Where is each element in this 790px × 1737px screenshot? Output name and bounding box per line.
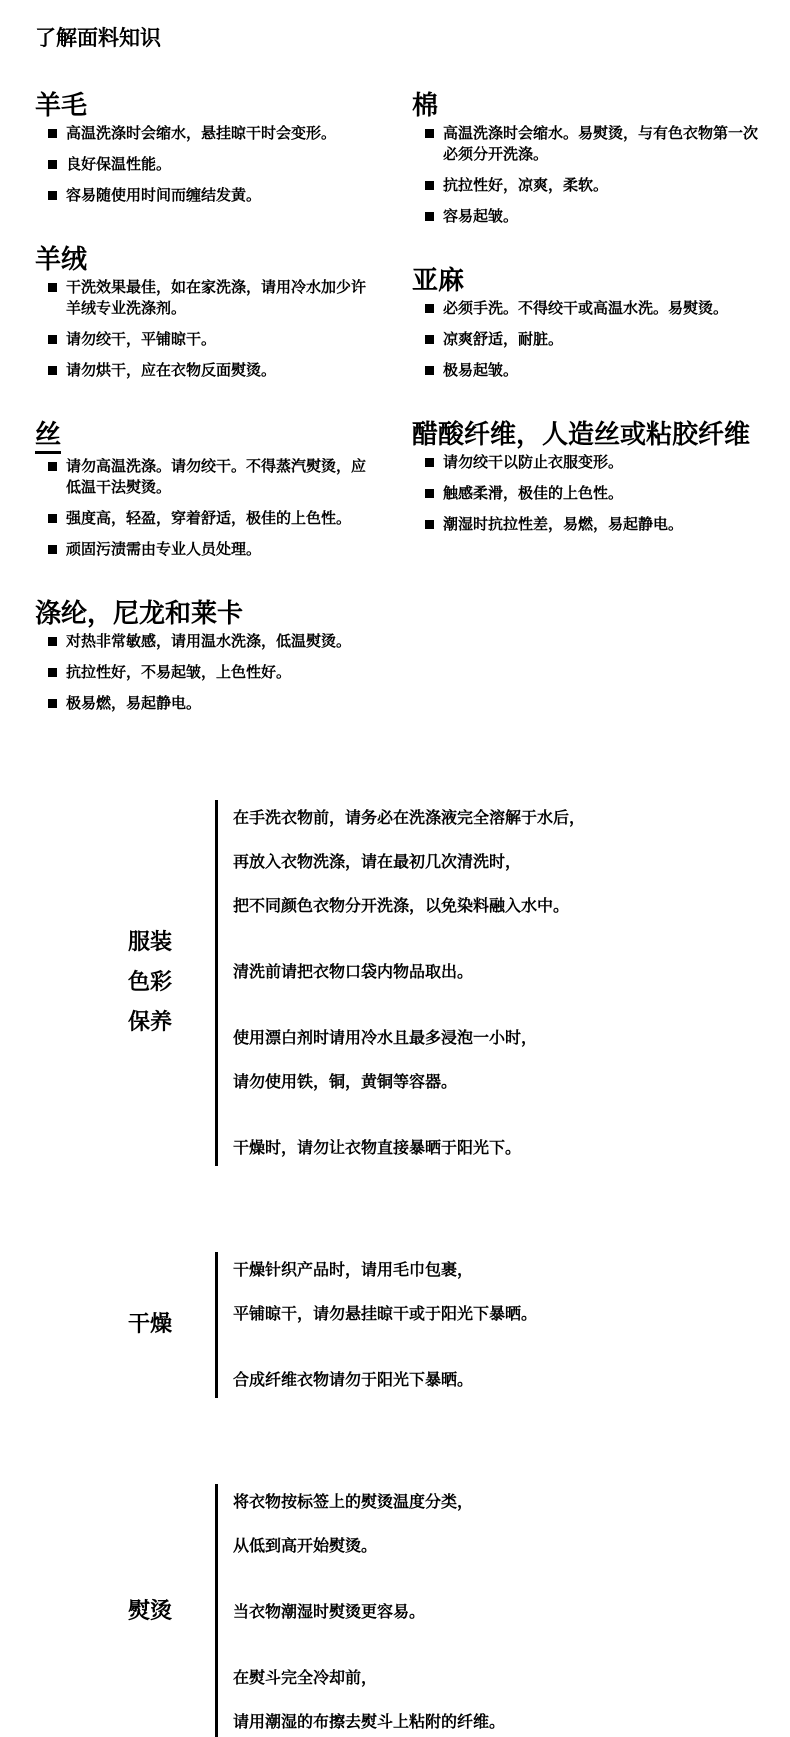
- fabric-heading-acetate: [412, 421, 772, 450]
- bullet-square-icon: [425, 366, 434, 375]
- bullet-square-icon: [48, 129, 57, 138]
- fabric-section-acetate-rayon-viscose: [412, 421, 772, 535]
- care-label-line: 服装: [128, 930, 173, 955]
- fabric-heading-cotton: [412, 92, 772, 121]
- bullet-square-icon: [425, 181, 434, 190]
- fabric-heading-cashmere: [35, 246, 375, 275]
- bullet-square-icon: [48, 668, 57, 677]
- fabric-heading-text: 羊毛: [35, 91, 88, 121]
- care-text-line: 再放入衣物洗涤，请在最初几次清洗时，: [233, 852, 522, 871]
- bullet-square-icon: [48, 160, 57, 169]
- care-text-line: 合成纤维衣物请勿于阳光下暴晒。: [233, 1370, 474, 1389]
- care-text-line: 把不同颜色衣物分开洗涤，以免染料融入水中。: [233, 896, 570, 915]
- list-item: [48, 123, 375, 144]
- bullet-text: 触感柔滑，极佳的上色性。: [443, 484, 624, 503]
- fabric-heading-text: 亚麻: [412, 266, 465, 297]
- bullet-text: 抗拉性好，凉爽，柔软。: [443, 176, 609, 195]
- care-text-line: 请勿使用铁，铜，黄铜等容器。: [233, 1072, 458, 1091]
- bullet-square-icon: [425, 489, 434, 498]
- list-item: [48, 277, 375, 319]
- list-item: [48, 662, 375, 683]
- care-section-label: [0, 1592, 215, 1632]
- fabric-section-linen: [412, 267, 772, 381]
- care-section-body: [215, 1252, 790, 1398]
- bullet-text: 顽固污渍需由专业人员处理。: [66, 540, 262, 559]
- list-item: [425, 123, 772, 165]
- care-section-ironing: [0, 1484, 790, 1737]
- list-item: [48, 360, 375, 381]
- fabric-heading-text: 羊绒: [35, 245, 88, 276]
- fabric-bullet-list: [35, 277, 375, 381]
- care-paragraph: [233, 1370, 770, 1390]
- care-label-line: 干燥: [128, 1312, 173, 1337]
- bullet-text: 高温洗涤时会缩水。易熨烫，与有色衣物第一次必须分开洗涤。: [443, 124, 759, 164]
- fabric-heading-wool: [35, 92, 375, 121]
- care-text-line: 在熨斗完全冷却前，: [233, 1668, 378, 1687]
- fabric-bullet-list: [412, 452, 772, 535]
- bullet-square-icon: [425, 304, 434, 313]
- care-section-garment-color-care: [0, 800, 790, 1166]
- care-section-body: [215, 800, 790, 1166]
- care-paragraph: [233, 808, 770, 916]
- bullet-text: 凉爽舒适，耐脏。: [443, 330, 564, 349]
- fabric-bullet-list: [35, 631, 375, 714]
- fabric-bullet-list: [412, 123, 772, 227]
- bullet-text: 请勿绞干以防止衣服变形。: [443, 453, 624, 472]
- bullet-text: 容易随使用时间而缠结发黄。: [66, 186, 262, 205]
- care-section-body: [215, 1484, 790, 1737]
- list-item: [48, 154, 375, 175]
- list-item: [425, 329, 772, 350]
- care-text-line: 平铺晾干，请勿悬挂晾干或于阳光下暴晒。: [233, 1304, 538, 1323]
- care-paragraph: [233, 1602, 770, 1622]
- care-text-line: 在手洗衣物前，请务必在洗涤液完全溶解于水后，: [233, 808, 586, 827]
- fabric-section-polyester-nylon-lycra: [35, 600, 375, 714]
- bullet-square-icon: [48, 366, 57, 375]
- care-sections: [0, 800, 790, 1737]
- care-paragraph: [233, 1260, 770, 1324]
- bullet-square-icon: [425, 129, 434, 138]
- fabric-heading-linen: [412, 267, 772, 296]
- bullet-text: 请勿绞干，平铺晾干。: [66, 330, 217, 349]
- fabric-bullet-list: [35, 456, 375, 560]
- list-item: [48, 693, 375, 714]
- fabric-section-silk: [35, 421, 375, 560]
- bullet-text: 请勿高温洗涤。请勿绞干。不得蒸汽熨烫，应低温干法熨烫。: [66, 457, 367, 497]
- care-label-line: 保养: [128, 1010, 173, 1035]
- bullet-text: 抗拉性好，不易起皱，上色性好。: [66, 663, 292, 682]
- bullet-text: 高温洗涤时会缩水，悬挂晾干时会变形。: [66, 124, 337, 143]
- bullet-text: 容易起皱。: [443, 207, 519, 226]
- bullet-square-icon: [425, 335, 434, 344]
- care-paragraph: [233, 1138, 770, 1158]
- fabric-heading-text: 涤纶，尼龙和莱卡: [35, 599, 244, 630]
- care-section-label: [0, 1305, 215, 1345]
- bullet-text: 请勿烘干，应在衣物反面熨烫。: [66, 361, 277, 380]
- care-section-label: [0, 923, 215, 1043]
- bullet-square-icon: [48, 283, 57, 292]
- list-item: [48, 631, 375, 652]
- bullet-square-icon: [48, 637, 57, 646]
- bullet-text: 对热非常敏感，请用温水洗涤，低温熨烫。: [66, 632, 352, 651]
- bullet-text: 必须手洗。不得绞干或高温水洗。易熨烫。: [443, 299, 729, 318]
- fabric-section-wool: [35, 92, 375, 206]
- bullet-text: 极易燃，易起静电。: [66, 694, 202, 713]
- care-paragraph: [233, 1028, 770, 1092]
- fabric-heading-text-underlined: 丝: [35, 421, 61, 454]
- care-text-line: 将衣物按标签上的熨烫温度分类，: [233, 1492, 474, 1511]
- bullet-text: 良好保温性能。: [66, 155, 172, 174]
- list-item: [425, 206, 772, 227]
- care-text-line: 清洗前请把衣物口袋内物品取出。: [233, 962, 474, 981]
- care-label-line: 色彩: [128, 970, 173, 995]
- care-text-line: 干燥针织产品时，请用毛巾包裹，: [233, 1260, 474, 1279]
- fabric-column-right: [412, 92, 772, 754]
- care-section-drying: [0, 1252, 790, 1398]
- list-item: [48, 539, 375, 560]
- bullet-square-icon: [425, 212, 434, 221]
- bullet-square-icon: [48, 514, 57, 523]
- fabric-columns: [35, 92, 772, 754]
- care-text-line: 干燥时，请勿让衣物直接暴晒于阳光下。: [233, 1138, 522, 1157]
- care-text-line: 请用潮湿的布擦去熨斗上粘附的纤维。: [233, 1712, 506, 1731]
- fabric-heading-silk: [35, 421, 375, 454]
- list-item: [48, 508, 375, 529]
- bullet-text: 极易起皱。: [443, 361, 519, 380]
- bullet-text: 潮湿时抗拉性差，易燃，易起静电。: [443, 515, 684, 534]
- fabric-bullet-list: [412, 298, 772, 381]
- care-text-line: 使用漂白剂时请用冷水且最多浸泡一小时，: [233, 1028, 538, 1047]
- fabric-bullet-list: [35, 123, 375, 206]
- list-item: [425, 483, 772, 504]
- care-text-line: 从低到高开始熨烫。: [233, 1536, 378, 1555]
- fabric-section-cotton: [412, 92, 772, 227]
- care-text-line: 当衣物潮湿时熨烫更容易。: [233, 1602, 426, 1621]
- fabric-heading-polyester: [35, 600, 375, 629]
- list-item: [425, 360, 772, 381]
- bullet-square-icon: [48, 335, 57, 344]
- bullet-text: 强度高，轻盈，穿着舒适，极佳的上色性。: [66, 509, 352, 528]
- list-item: [425, 452, 772, 473]
- bullet-text: 干洗效果最佳，如在家洗涤，请用冷水加少许羊绒专业洗涤剂。: [66, 278, 367, 318]
- bullet-square-icon: [48, 699, 57, 708]
- care-paragraph: [233, 1668, 770, 1732]
- list-item: [425, 175, 772, 196]
- list-item: [48, 185, 375, 206]
- fabric-heading-text: 醋酸纤维，人造丝或粘胶纤维: [412, 420, 751, 451]
- page-title: 了解面料知识: [35, 26, 161, 50]
- list-item: [48, 456, 375, 498]
- care-label-line: 熨烫: [128, 1599, 173, 1624]
- fabric-heading-text: 棉: [412, 91, 439, 121]
- care-paragraph: [233, 962, 770, 982]
- bullet-square-icon: [425, 458, 434, 467]
- bullet-square-icon: [48, 462, 57, 471]
- list-item: [425, 298, 772, 319]
- bullet-square-icon: [48, 545, 57, 554]
- fabric-column-left: [35, 92, 375, 754]
- bullet-square-icon: [425, 520, 434, 529]
- list-item: [48, 329, 375, 350]
- bullet-square-icon: [48, 191, 57, 200]
- list-item: [425, 514, 772, 535]
- care-paragraph: [233, 1492, 770, 1556]
- fabric-section-cashmere: [35, 246, 375, 381]
